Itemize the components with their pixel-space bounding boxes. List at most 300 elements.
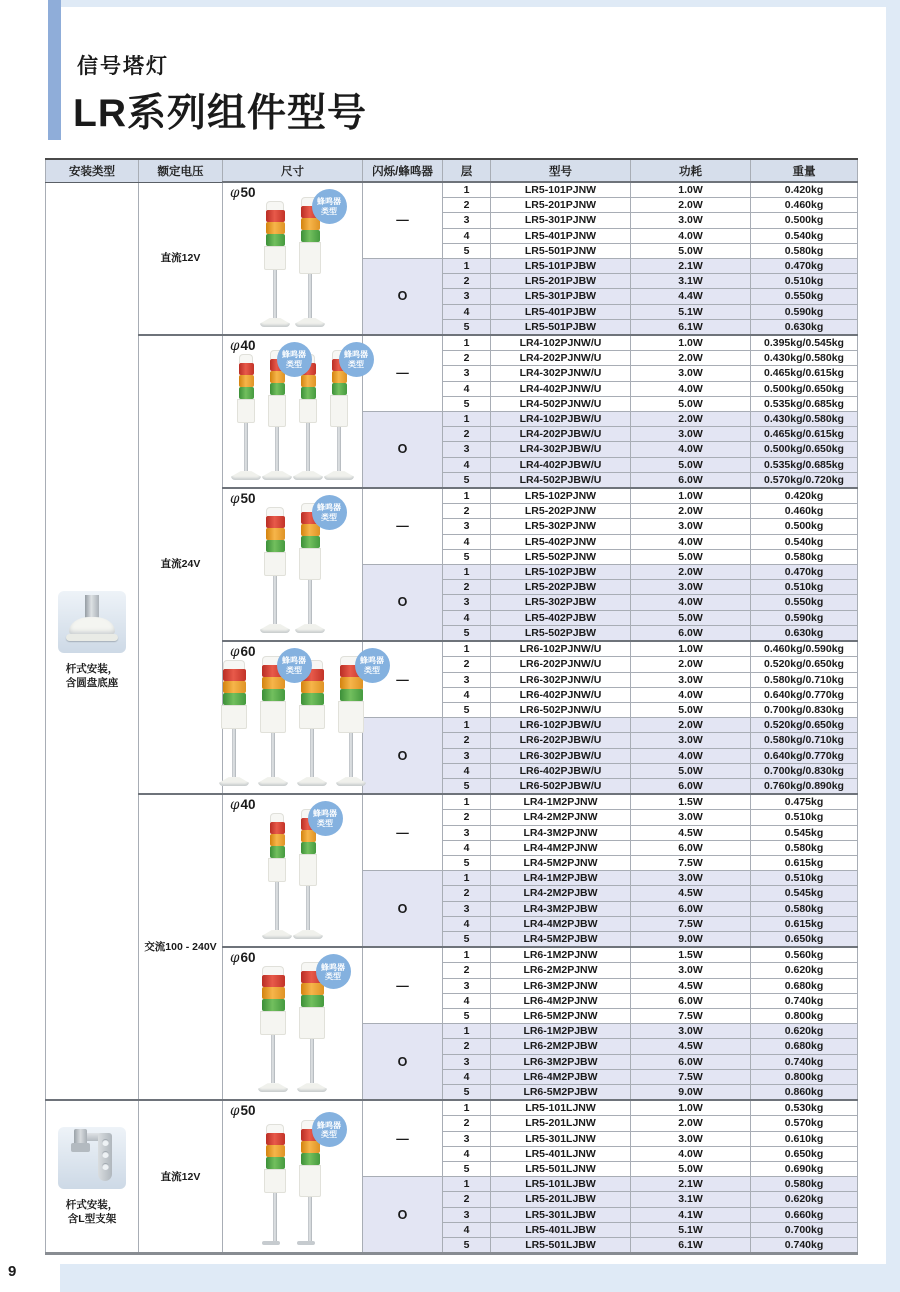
model-cell: LR5-201LJBW [491, 1192, 631, 1207]
power-cell: 9.0W [631, 931, 751, 947]
mount-base-plate-graphic [66, 634, 118, 641]
weight-cell: 0.650kg [751, 931, 858, 947]
tier-cell: 2 [443, 886, 491, 901]
model-cell: LR5-401LJNW [491, 1146, 631, 1161]
model-cell: LR4-202PJBW/U [491, 427, 631, 442]
weight-cell: 0.740kg [751, 1238, 858, 1254]
tower-light-illustration [301, 809, 337, 939]
green-lens [340, 689, 363, 701]
weight-cell: 0.700kg/0.830kg [751, 702, 858, 717]
tier-cell: 3 [443, 519, 491, 534]
weight-cell: 0.630kg [751, 319, 858, 335]
tier-cell: 5 [443, 1084, 491, 1100]
model-cell: LR5-102PJBW [491, 565, 631, 580]
power-cell: 6.0W [631, 840, 751, 855]
tower-light-illustration [266, 1124, 285, 1245]
weight-cell: 0.580kg [751, 1177, 858, 1192]
weight-cell: 0.800kg [751, 1008, 858, 1023]
model-cell: LR4-2M2PJNW [491, 810, 631, 825]
mount-type-cell [46, 1100, 139, 1254]
tower-pole [273, 576, 277, 624]
weight-cell: 0.580kg/0.710kg [751, 733, 858, 748]
power-cell: 5.0W [631, 1162, 751, 1177]
tier-cell: 3 [443, 1131, 491, 1146]
amber-lens [239, 375, 254, 387]
weight-cell: 0.500kg [751, 213, 858, 228]
page-number: 9 [8, 1263, 17, 1280]
weight-cell: 0.530kg [751, 1100, 858, 1116]
flash-buzzer-cell [363, 1024, 443, 1101]
tower-body [260, 1011, 286, 1035]
model-cell: LR6-1M2PJBW [491, 1024, 631, 1039]
weight-cell: 0.610kg [751, 1131, 858, 1146]
header-rated-voltage: 额定电压 [139, 159, 223, 182]
model-cell: LR6-5M2PJBW [491, 1084, 631, 1100]
flash-buzzer-cell [363, 565, 443, 642]
table-row [46, 794, 858, 810]
power-cell: 6.0W [631, 472, 751, 488]
weight-cell: 0.580kg [751, 901, 858, 916]
tower-pole [273, 1193, 277, 1241]
tower-body [330, 395, 348, 427]
model-cell: LR4-202PJNW/U [491, 351, 631, 366]
tier-cell: 4 [443, 534, 491, 549]
tower-body [299, 399, 317, 423]
table-row [46, 182, 858, 198]
model-cell: LR6-3M2PJNW [491, 978, 631, 993]
weight-cell: 0.590kg [751, 304, 858, 319]
balloon-label-line: 类型 [321, 1129, 337, 1139]
power-cell: 3.0W [631, 519, 751, 534]
tier-cell: 1 [443, 182, 491, 198]
power-cell: 2.0W [631, 718, 751, 733]
weight-cell: 0.800kg [751, 1069, 858, 1084]
phi-symbol: φ [230, 491, 240, 508]
red-lens [266, 210, 285, 222]
buzzer-type-balloon-icon [277, 648, 312, 683]
disc-base [324, 471, 354, 480]
amber-lens [301, 218, 320, 230]
tier-cell: 1 [443, 1024, 491, 1039]
phi-symbol: φ [230, 950, 240, 967]
weight-cell: 0.580kg [751, 840, 858, 855]
disc-base [295, 318, 325, 327]
power-cell: 6.0W [631, 901, 751, 916]
weight-cell: 0.420kg [751, 488, 858, 504]
model-cell: LR6-402PJNW/U [491, 687, 631, 702]
model-cell: LR4-402PJNW/U [491, 381, 631, 396]
weight-cell: 0.545kg [751, 825, 858, 840]
red-lens [239, 363, 254, 375]
model-cell: LR6-2M2PJBW [491, 1039, 631, 1054]
weight-cell: 0.540kg [751, 534, 858, 549]
disc-base [219, 777, 249, 786]
tier-cell: 1 [443, 1177, 491, 1192]
dimensions-cell [223, 335, 368, 488]
weight-cell: 0.700kg [751, 1222, 858, 1237]
tower-cap [266, 507, 284, 516]
amber-lens [266, 222, 285, 234]
power-cell: 1.0W [631, 1100, 751, 1116]
weight-cell: 0.570kg/0.720kg [751, 472, 858, 488]
flash-buzzer-cell [363, 1100, 443, 1177]
tower-light-illustration [266, 201, 285, 327]
tower-pole [232, 729, 236, 777]
buzzer-off-mark: — [396, 825, 409, 840]
green-lens [270, 846, 285, 858]
weight-cell: 0.700kg/0.830kg [751, 763, 858, 778]
buzzer-type-balloon-icon [312, 1112, 347, 1147]
power-cell: 3.0W [631, 963, 751, 978]
model-cell: LR4-502PJNW/U [491, 396, 631, 411]
power-cell: 6.1W [631, 1238, 751, 1254]
flash-buzzer-cell [363, 259, 443, 336]
tower-light-illustration [270, 350, 306, 480]
tier-cell: 1 [443, 718, 491, 733]
tower-body [299, 242, 321, 274]
amber-lens [266, 528, 285, 540]
tier-cell: 1 [443, 794, 491, 810]
tier-cell: 4 [443, 840, 491, 855]
dimensions-cell [223, 1100, 363, 1254]
power-cell: 7.5W [631, 855, 751, 870]
tier-cell: 3 [443, 366, 491, 381]
model-cell: LR4-302PJNW/U [491, 366, 631, 381]
power-cell: 6.0W [631, 625, 751, 641]
flash-buzzer-cell [363, 871, 443, 948]
mount-cell-content [46, 183, 138, 1100]
tower-body [260, 701, 286, 733]
model-cell: LR4-3M2PJBW [491, 901, 631, 916]
diameter-value: 50 [240, 185, 256, 200]
mount-caption-line: 杆式安装， [65, 662, 119, 675]
tier-cell: 2 [443, 963, 491, 978]
tier-cell: 2 [443, 198, 491, 213]
phi-symbol: φ [230, 185, 240, 201]
tier-cell: 5 [443, 1238, 491, 1254]
dimensions-cell [223, 488, 363, 641]
weight-cell: 0.510kg [751, 274, 858, 289]
model-cell: LR5-401PJNW [491, 228, 631, 243]
power-cell: 7.5W [631, 1069, 751, 1084]
weight-cell: 0.545kg [751, 886, 858, 901]
tier-cell: 1 [443, 565, 491, 580]
tier-cell: 3 [443, 442, 491, 457]
tier-cell: 3 [443, 595, 491, 610]
tower-light-illustration [332, 350, 368, 480]
red-lens [266, 1133, 285, 1145]
amber-lens [262, 677, 285, 689]
green-lens [301, 995, 324, 1007]
power-cell: 1.0W [631, 641, 751, 657]
tower-light-illustration [301, 1120, 341, 1245]
model-cell: LR5-101PJBW [491, 259, 631, 274]
tower-body [264, 552, 286, 576]
power-cell: 2.0W [631, 565, 751, 580]
dimensions-cell [223, 794, 363, 947]
power-cell: 6.1W [631, 319, 751, 335]
tower-group-illustration [223, 809, 362, 939]
diameter-value: 60 [240, 644, 256, 660]
tier-cell: 2 [443, 657, 491, 672]
tier-cell: 1 [443, 412, 491, 427]
tier-cell: 2 [443, 733, 491, 748]
balloon-label-line: 蜂鸣器 [313, 809, 337, 819]
weight-cell: 0.630kg [751, 625, 858, 641]
model-cell: LR5-302PJNW [491, 519, 631, 534]
amber-lens [340, 677, 363, 689]
tower-pole [275, 427, 279, 471]
buzzer-type-balloon-icon [316, 954, 351, 989]
weight-cell: 0.430kg/0.580kg [751, 412, 858, 427]
green-lens [262, 999, 285, 1011]
power-cell: 2.0W [631, 657, 751, 672]
voltage-label: 直流12V [160, 1170, 201, 1183]
buzzer-type-balloon-icon [312, 189, 347, 224]
amber-lens [301, 983, 324, 995]
green-lens [332, 383, 347, 395]
dimensions-cell [223, 182, 363, 335]
buzzer-type-balloon-icon [339, 342, 374, 377]
model-cell: LR4-402PJBW/U [491, 457, 631, 472]
tier-cell: 5 [443, 1162, 491, 1177]
green-lens [270, 383, 285, 395]
tier-cell: 5 [443, 702, 491, 717]
amber-lens [270, 834, 285, 846]
tier-cell: 4 [443, 1069, 491, 1084]
tier-cell: 3 [443, 901, 491, 916]
tower-body [299, 548, 321, 580]
model-cell: LR4-1M2PJBW [491, 871, 631, 886]
tier-cell: 3 [443, 978, 491, 993]
tier-cell: 4 [443, 993, 491, 1008]
page-title: LR系列组件型号 [73, 92, 367, 135]
buzzer-off-mark: — [396, 366, 409, 381]
model-cell: LR6-2M2PJNW [491, 963, 631, 978]
red-lens [270, 822, 285, 834]
tower-light-illustration [340, 656, 384, 786]
model-cell: LR4-2M2PJBW [491, 886, 631, 901]
power-cell: 1.5W [631, 794, 751, 810]
power-cell: 3.0W [631, 213, 751, 228]
model-cell: LR6-302PJNW/U [491, 672, 631, 687]
buzzer-off-mark: — [396, 672, 409, 687]
voltage-label: 直流12V [160, 252, 201, 265]
flash-buzzer-cell [363, 947, 443, 1024]
weight-cell: 0.535kg/0.685kg [751, 457, 858, 472]
green-lens [266, 1157, 285, 1169]
tier-cell: 3 [443, 748, 491, 763]
tower-body [299, 1007, 325, 1039]
tier-cell: 2 [443, 1039, 491, 1054]
tower-light-illustration [266, 507, 285, 633]
model-cell: LR5-502PJBW [491, 625, 631, 641]
power-cell: 9.0W [631, 1084, 751, 1100]
phi-symbol: φ [230, 1103, 240, 1120]
model-cell: LR5-501LJBW [491, 1238, 631, 1254]
tier-cell: 3 [443, 672, 491, 687]
weight-cell: 0.460kg [751, 504, 858, 519]
tier-cell: 4 [443, 916, 491, 931]
tower-pole [306, 423, 310, 471]
tier-cell: 4 [443, 763, 491, 778]
tower-cap [239, 354, 253, 363]
tower-pole [308, 1197, 312, 1241]
voltage-label: 交流100 - 240V [144, 941, 217, 954]
tower-pole [271, 733, 275, 777]
flash-buzzer-cell [363, 182, 443, 259]
model-cell: LR5-401PJBW [491, 304, 631, 319]
weight-cell: 0.640kg/0.770kg [751, 687, 858, 702]
amber-lens [301, 375, 316, 387]
phi-symbol: φ [230, 644, 240, 661]
power-cell: 2.0W [631, 351, 751, 366]
tower-pole [349, 733, 353, 777]
amber-lens [262, 987, 285, 999]
mount-caption [66, 662, 119, 691]
tier-cell: 1 [443, 335, 491, 351]
tier-cell: 3 [443, 213, 491, 228]
tier-cell: 5 [443, 625, 491, 641]
model-cell: LR4-4M2PJBW [491, 916, 631, 931]
diameter-label [230, 186, 255, 200]
tower-light-illustration [239, 354, 254, 480]
buzzer-on-mark: O [397, 901, 408, 916]
model-cell: LR5-402PJBW [491, 610, 631, 625]
weight-cell: 0.590kg [751, 610, 858, 625]
tower-group-illustration [223, 656, 384, 786]
weight-cell: 0.580kg [751, 243, 858, 258]
model-cell: LR5-301PJNW [491, 213, 631, 228]
power-cell: 5.0W [631, 549, 751, 564]
flash-buzzer-cell [363, 335, 443, 412]
power-cell: 3.1W [631, 1192, 751, 1207]
buzzer-on-mark: O [397, 442, 408, 457]
tower-pole [275, 882, 279, 930]
weight-cell: 0.740kg [751, 1054, 858, 1069]
model-cell: LR5-201PJNW [491, 198, 631, 213]
balloon-label-line: 类型 [364, 665, 380, 675]
power-cell: 5.0W [631, 396, 751, 411]
power-cell: 3.0W [631, 580, 751, 595]
model-cell: LR6-102PJNW/U [491, 641, 631, 657]
balloon-label-line: 类型 [286, 359, 302, 369]
power-cell: 1.5W [631, 947, 751, 963]
tower-body [338, 701, 364, 733]
tower-light-illustration [262, 966, 285, 1092]
power-cell: 4.5W [631, 825, 751, 840]
tier-cell: 2 [443, 274, 491, 289]
power-cell: 3.0W [631, 427, 751, 442]
power-cell: 1.0W [631, 335, 751, 351]
mount-type-cell [46, 182, 139, 1100]
flash-buzzer-cell [363, 718, 443, 795]
header-power: 功耗 [631, 159, 751, 182]
phi-symbol: φ [230, 797, 240, 814]
tower-light-illustration [223, 660, 246, 786]
tower-group-illustration [223, 197, 362, 327]
tier-cell: 3 [443, 289, 491, 304]
buzzer-on-mark: O [397, 289, 408, 304]
model-cell: LR5-202PJNW [491, 504, 631, 519]
tier-cell: 2 [443, 1192, 491, 1207]
diameter-label [230, 339, 255, 353]
power-cell: 4.0W [631, 595, 751, 610]
model-cell: LR5-202PJBW [491, 580, 631, 595]
weight-cell: 0.510kg [751, 580, 858, 595]
weight-cell: 0.430kg/0.580kg [751, 351, 858, 366]
balloon-label-line: 蜂鸣器 [282, 350, 306, 360]
model-cell: LR5-401LJBW [491, 1222, 631, 1237]
buzzer-type-balloon-icon [277, 342, 312, 377]
header-weight: 重量 [751, 159, 858, 182]
power-cell: 4.0W [631, 381, 751, 396]
weight-cell: 0.540kg [751, 228, 858, 243]
mount-caption [66, 1198, 119, 1227]
model-cell: LR6-102PJBW/U [491, 718, 631, 733]
page-margin-bottom [60, 1264, 886, 1292]
power-cell: 5.1W [631, 1222, 751, 1237]
bracket-hole-graphic [102, 1151, 109, 1158]
tier-cell: 3 [443, 1054, 491, 1069]
disc-base [336, 777, 366, 786]
buzzer-off-mark: — [396, 978, 409, 993]
tower-body [299, 1165, 321, 1197]
power-cell: 3.1W [631, 274, 751, 289]
tower-pole [273, 270, 277, 318]
bracket-hole-graphic [102, 1163, 109, 1170]
balloon-label-line: 蜂鸣器 [360, 656, 384, 666]
power-cell: 4.0W [631, 687, 751, 702]
table-row [46, 1100, 858, 1116]
amber-lens [266, 1145, 285, 1157]
bracket-nut-graphic [71, 1143, 90, 1152]
rated-voltage-cell [139, 794, 223, 1100]
balloon-label-line: 类型 [317, 818, 333, 828]
tier-cell: 2 [443, 1116, 491, 1131]
disc-base [293, 930, 323, 939]
weight-cell: 0.760kg/0.890kg [751, 778, 858, 794]
weight-cell: 0.510kg [751, 810, 858, 825]
tower-body [299, 705, 325, 729]
balloon-label-line: 蜂鸣器 [317, 503, 341, 513]
weight-cell: 0.580kg [751, 549, 858, 564]
weight-cell: 0.620kg [751, 1024, 858, 1039]
disc-base [258, 1083, 288, 1092]
balloon-label-line: 类型 [321, 206, 337, 216]
weight-cell: 0.680kg [751, 1039, 858, 1054]
power-cell: 2.0W [631, 198, 751, 213]
red-lens [223, 669, 246, 681]
diameter-value: 50 [240, 491, 256, 507]
balloon-label-line: 类型 [321, 512, 337, 522]
model-cell: LR5-101LJBW [491, 1177, 631, 1192]
flash-buzzer-cell [363, 1177, 443, 1254]
balloon-label-line: 类型 [348, 359, 364, 369]
weight-cell: 0.550kg [751, 289, 858, 304]
tower-body [237, 399, 255, 423]
tier-cell: 4 [443, 1146, 491, 1161]
power-cell: 6.0W [631, 1054, 751, 1069]
model-cell: LR6-302PJBW/U [491, 748, 631, 763]
buzzer-type-balloon-icon [355, 648, 390, 683]
tower-pole [308, 274, 312, 318]
voltage-label: 直流24V [160, 558, 201, 571]
tower-light-illustration [262, 656, 306, 786]
flash-buzzer-cell [363, 412, 443, 489]
weight-cell: 0.475kg [751, 794, 858, 810]
weight-cell: 0.520kg/0.650kg [751, 657, 858, 672]
